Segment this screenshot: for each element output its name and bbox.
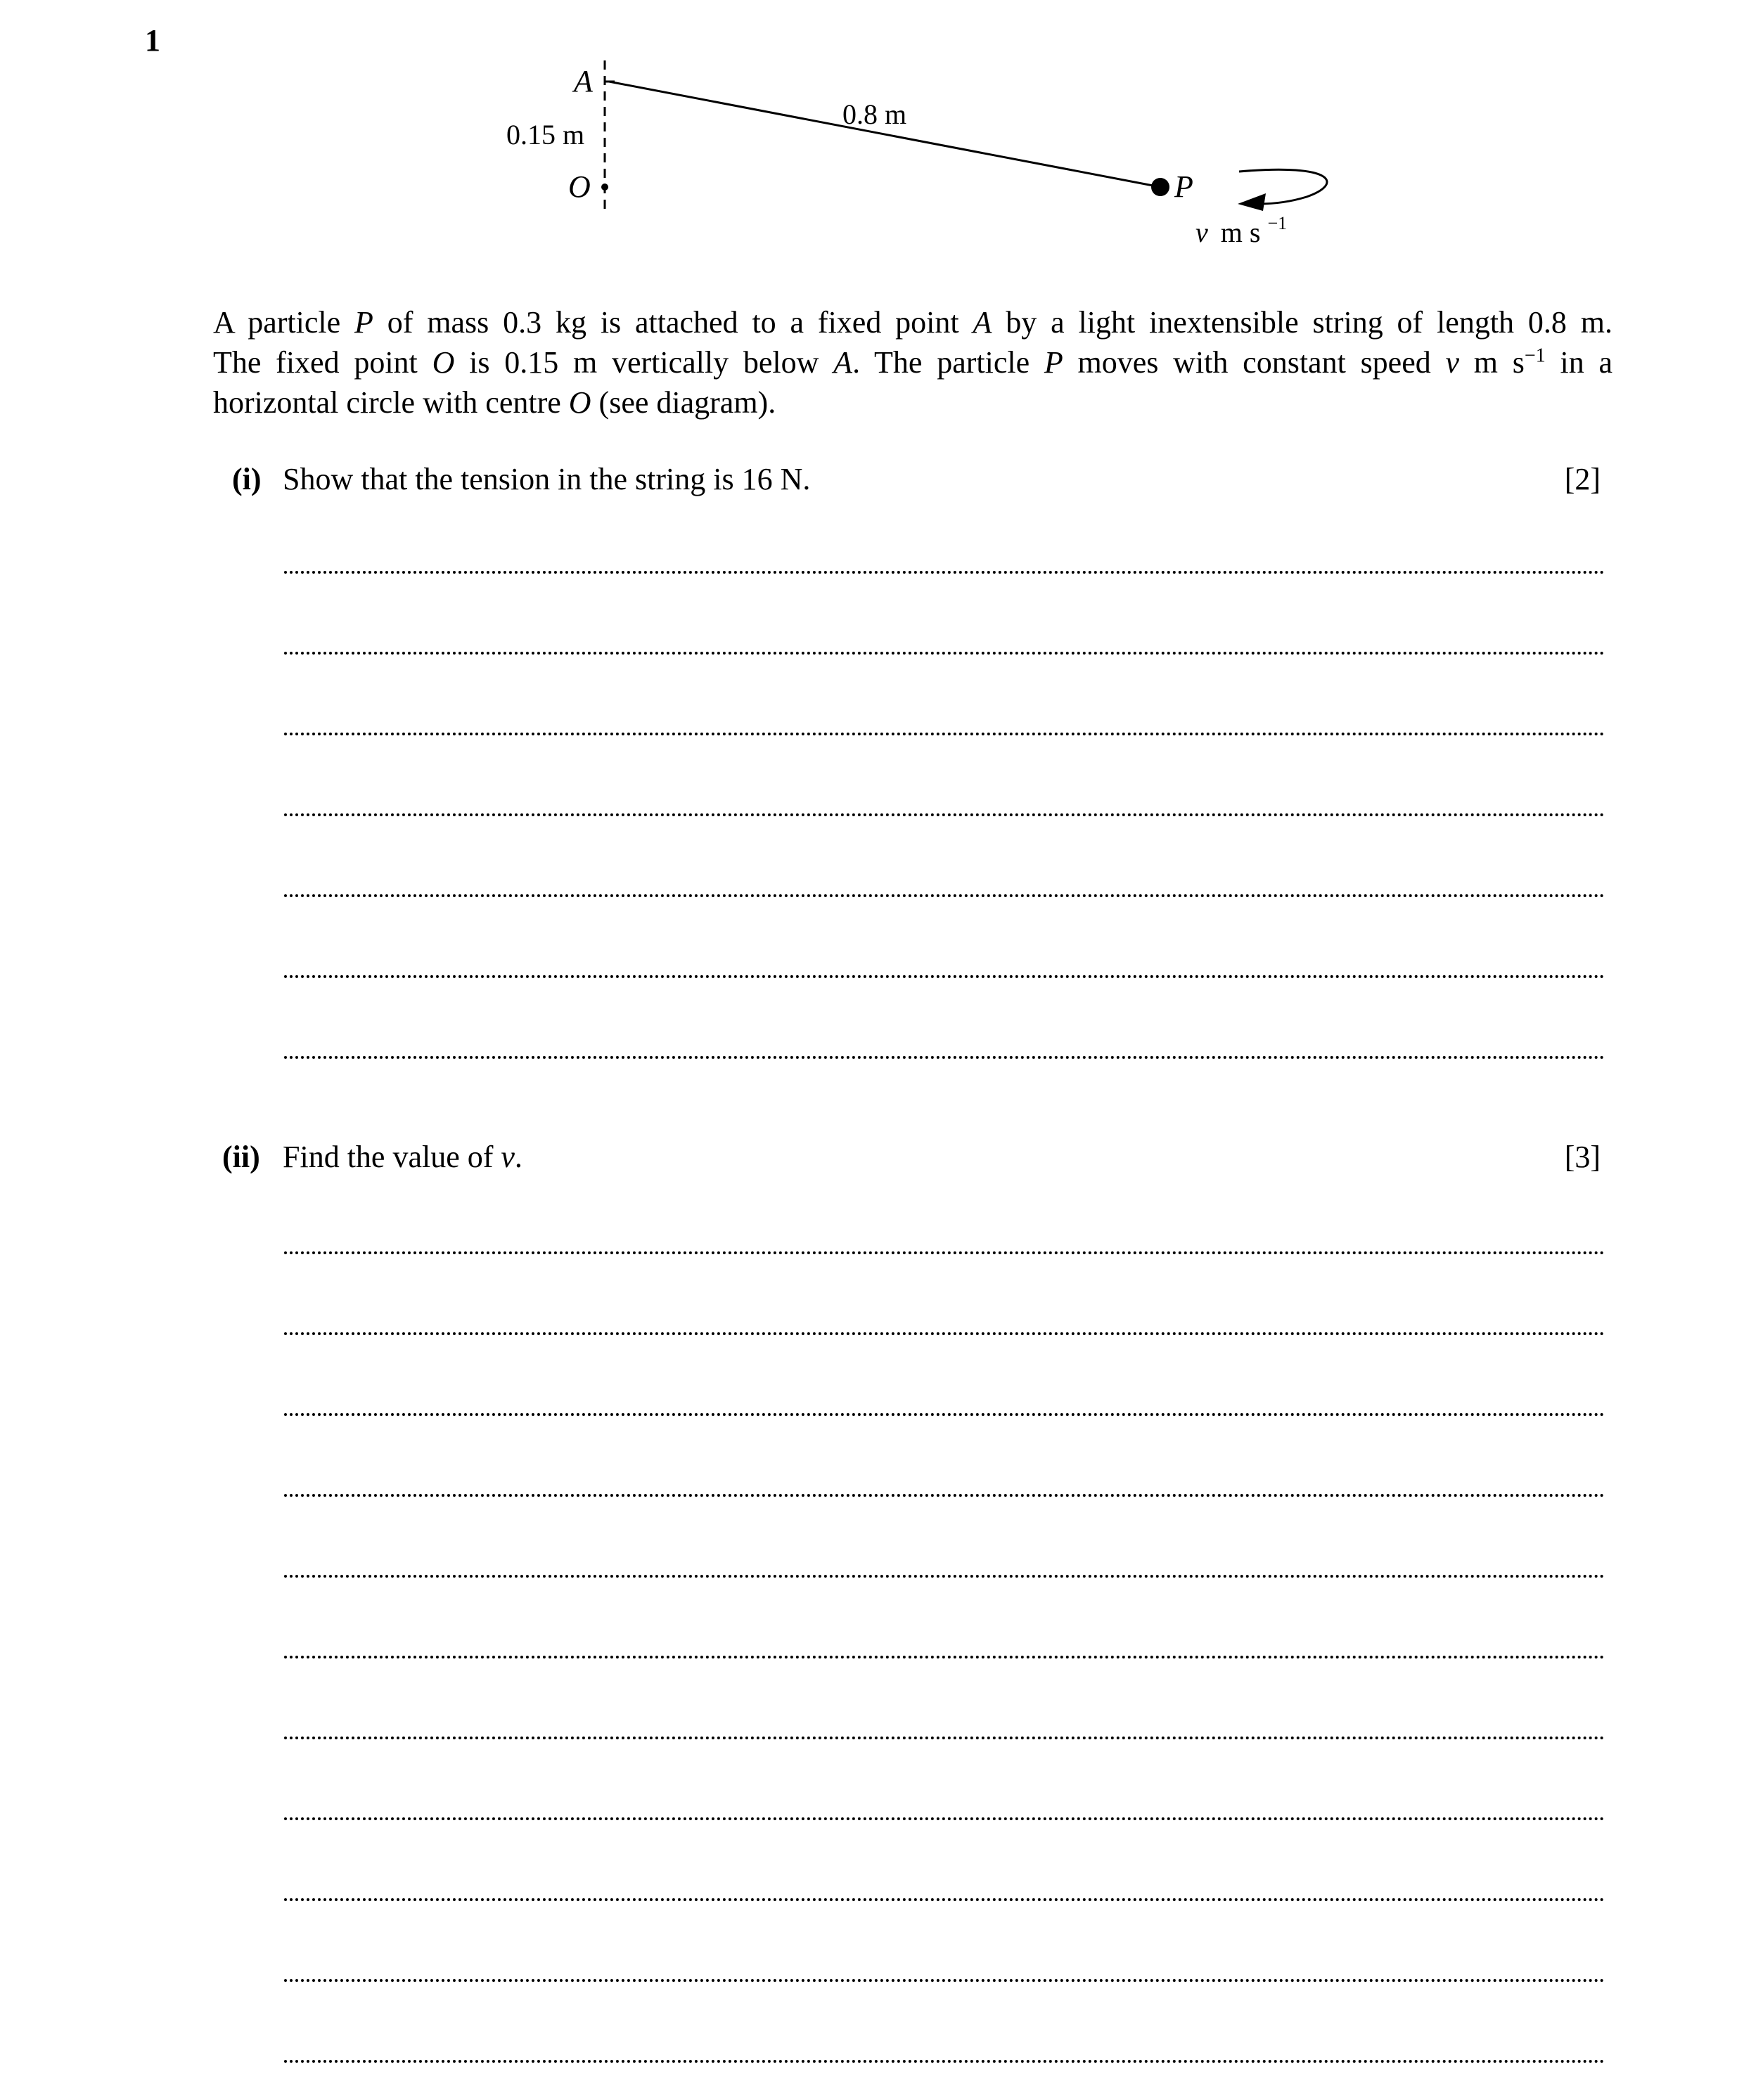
var-v: v	[1445, 345, 1460, 380]
label-a: A	[574, 64, 593, 98]
var-a: A	[833, 345, 853, 380]
label-speed-unit: m s	[1220, 217, 1261, 248]
answer-line[interactable]	[284, 1332, 1605, 1335]
part-i-label: (i)	[232, 462, 262, 496]
var-o: O	[432, 345, 455, 380]
var-p: P	[354, 305, 373, 340]
answer-line[interactable]	[284, 2060, 1605, 2063]
answer-line[interactable]	[284, 1979, 1605, 1982]
answer-line[interactable]	[284, 894, 1605, 897]
answer-line[interactable]	[284, 571, 1605, 574]
question-number: 1	[145, 23, 160, 58]
label-o: O	[568, 169, 591, 204]
stem-line-3: horizontal circle with centre O (see diagram).	[213, 385, 776, 420]
answer-line[interactable]	[284, 1817, 1605, 1820]
label-p: P	[1174, 169, 1193, 204]
answer-line[interactable]	[284, 1575, 1605, 1578]
conical-pendulum-diagram	[0, 0, 1744, 267]
label-string-length: 0.8 m	[842, 98, 907, 130]
answer-line[interactable]	[284, 1737, 1605, 1739]
answer-line[interactable]	[284, 1413, 1605, 1416]
part-i-marks: [2]	[1564, 462, 1601, 496]
label-distance-ao: 0.15 m	[506, 119, 585, 150]
motion-arrow-head	[1238, 193, 1266, 211]
answer-line[interactable]	[284, 1494, 1605, 1497]
var-v: v	[501, 1140, 515, 1174]
string-line	[609, 82, 1160, 187]
stem-line-1: A particle P of mass 0.3 kg is attached to a fixed point A by a light inextensible string of length 0.8 m.	[213, 305, 1612, 340]
answer-line[interactable]	[284, 975, 1605, 978]
answer-line[interactable]	[284, 813, 1605, 816]
label-speed	[1195, 213, 1287, 248]
var-a: A	[973, 305, 992, 340]
exponent: −1	[1524, 344, 1546, 367]
answer-line[interactable]	[284, 733, 1605, 735]
var-o: O	[568, 385, 591, 420]
particle-p	[1151, 178, 1169, 196]
answer-line[interactable]	[284, 1898, 1605, 1901]
label-speed-v: v	[1195, 217, 1208, 248]
question-stem	[213, 302, 1612, 423]
part-i-prompt: Show that the tension in the string is 16 N.	[283, 462, 811, 496]
var-p: P	[1044, 345, 1063, 380]
part-ii-prompt: Find the value of v.	[283, 1140, 522, 1174]
label-speed-exponent: −1	[1267, 213, 1288, 233]
answer-line[interactable]	[284, 1656, 1605, 1658]
answer-line[interactable]	[284, 1251, 1605, 1254]
answer-line[interactable]	[284, 652, 1605, 655]
part-ii-label: (ii)	[222, 1140, 260, 1174]
answer-line[interactable]	[284, 1056, 1605, 1059]
part-ii-marks: [3]	[1564, 1140, 1601, 1174]
stem-line-2: The fixed point O is 0.15 m vertically below A. The particle P moves with constant speed v m $s^{-1}$ in a	[213, 344, 1612, 380]
point-o-dot	[601, 183, 608, 191]
